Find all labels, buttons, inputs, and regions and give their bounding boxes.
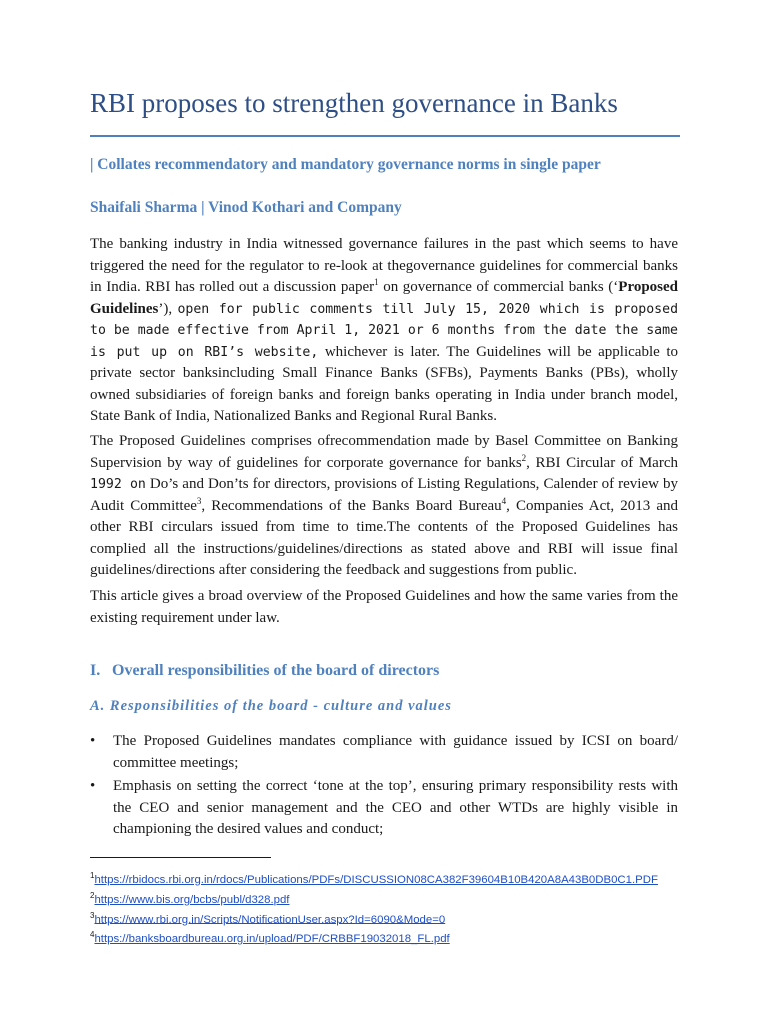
bullet-icon: • bbox=[90, 733, 96, 749]
footnotes bbox=[90, 868, 658, 947]
section-heading-1: I. Overall responsibilities of the board of directors bbox=[90, 662, 440, 679]
footnote-4: $^4$https://banksboardbureau.org.in/upload/PDF/CRBBF19032018_FL.pdf bbox=[90, 930, 450, 946]
footnote-link-4[interactable]: https://banksboardbureau.org.in/upload/PDF/CRBBF19032018_FL.pdf bbox=[94, 933, 450, 946]
footnote-link-1[interactable]: https://rbidocs.rbi.org.in/rdocs/Publications/PDFs/DISCUSSION08CA382F39604B10B420A8A43B0DB0C1.PDF bbox=[94, 873, 658, 886]
footnote-2: $^2$https://www.bis.org/bcbs/publ/d328.pdf bbox=[90, 890, 290, 906]
footnote-ref-3[interactable]: 3 bbox=[196, 495, 202, 506]
list-item: • The Proposed Guidelines mandates compliance with guidance issued by ICSI on board/ committee meetings; bbox=[90, 733, 678, 771]
bullet-icon: • bbox=[90, 778, 96, 794]
article-subtitle: | Collates recommendatory and mandatory governance norms in single paper bbox=[90, 156, 601, 173]
footnote-link-3[interactable]: https://www.rbi.org.in/Scripts/NotificationUser.aspx?Id=6090&Mode=0 bbox=[94, 913, 446, 926]
footnote-3: $^3$https://www.rbi.org.in/Scripts/NotificationUser.aspx?Id=6090&Mode=0 bbox=[90, 910, 446, 926]
bullet-list bbox=[90, 731, 678, 843]
footnote-1: $^1$https://rbidocs.rbi.org.in/rdocs/Publications/PDFs/DISCUSSION08CA382F39604B10B420A8A43B0DB0C1.PDF bbox=[90, 871, 658, 886]
bold-term: Proposed Guidelines bbox=[90, 279, 679, 317]
article-title: RBI proposes to strengthen governance in Banks bbox=[90, 88, 618, 118]
paragraph-overview: This article gives a broad overview of the Proposed Guidelines and how the same varies from the existing requirement under law. bbox=[90, 588, 678, 626]
footnote-ref-4[interactable]: 4 bbox=[501, 495, 507, 506]
title-underline bbox=[90, 135, 680, 137]
article-author: Shaifali Sharma | Vinod Kothari and Company bbox=[90, 199, 402, 216]
footnote-separator bbox=[90, 857, 271, 858]
footnote-ref-1[interactable]: 1 bbox=[374, 277, 379, 287]
paragraph-sources: The Proposed Guidelines comprises ofrecommendation made by Basel Committee on Banking Supervision by way of guidelines for corporate governance for banks$^2$, RBI Circular of March 1992 on Do’s and Don’ts for directors, provisions of Listing Regulations, Calender of review by Audit Committee$^3$, Recommendations of the Banks Board Bureau$^4$, Companies Act, 2013 and other RBI circulars issued from time to time.The contents of the Proposed Guidelines has complied all the instructions/guidelines/directions as stated above and RBI will issue final guidelines/directions after considering the feedback and suggestions from public. bbox=[90, 433, 679, 578]
paragraph-intro: The banking industry in India witnessed governance failures in the past which seems to have triggered the need for the regulator to re-look at thegovernance guidelines for commercial banks in India. RBI has rolled out a discussion paper$^1$ on governance of commercial banks (‘Proposed Guidelines’), open for public comments till July 15, 2020 which is proposed to be made effective from April 1, 2021 or 6 months from the date the same is put up on RBI’s website, whichever is later. The Guidelines will be applicable to private sector banksincluding Small Finance Banks (SFBs), Payments Banks (PBs), wholly owned subsidiaries of foreign banks and foreign banks operating in India under branch model, State Bank of India, Nationalized Banks and Regional Rural Banks. bbox=[90, 236, 679, 424]
list-item: • Emphasis on setting the correct ‘tone at the top’, ensuring primary responsibility rests with the CEO and senior management and the CEO and other WTDs are highly visible in championing the desired values and conduct; bbox=[90, 778, 678, 837]
footnote-link-2[interactable]: https://www.bis.org/bcbs/publ/d328.pdf bbox=[94, 893, 290, 906]
subsection-heading-a: A. Responsibilities of the board - culture and values bbox=[90, 698, 452, 714]
footnote-ref-2[interactable]: 2 bbox=[521, 452, 527, 463]
